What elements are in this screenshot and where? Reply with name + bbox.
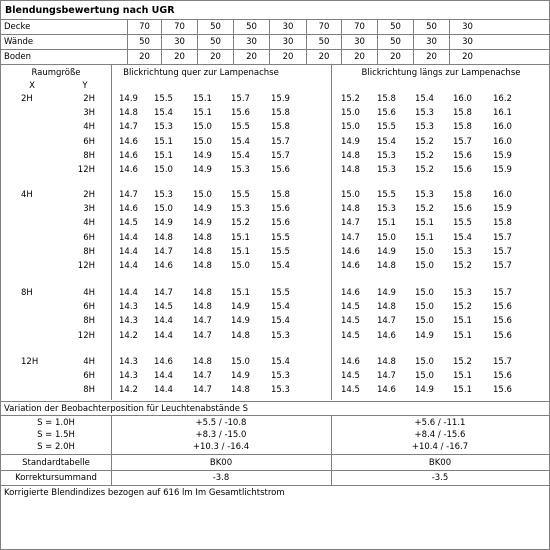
reflectance-value: 20 <box>449 50 485 64</box>
ugr-value-along: 14.6 <box>341 261 360 271</box>
room-y-value: 6H <box>83 232 95 243</box>
ugr-value-across: 15.1 <box>154 150 173 161</box>
ugr-value-along: 15.3 <box>415 108 434 119</box>
variation-across: +5.5 / -10.8 <box>195 418 247 428</box>
ugr-value-across: 14.3 <box>119 302 138 313</box>
ugr-value-along: 15.2 <box>341 94 360 104</box>
correction-along: -3.5 <box>431 473 449 483</box>
divider <box>111 415 112 485</box>
room-y-value: 12H <box>77 330 95 341</box>
ugr-value-across: 14.9 <box>231 302 250 313</box>
ugr-value-along: 14.6 <box>377 385 396 396</box>
ugr-value-along: 15.0 <box>415 288 434 298</box>
ugr-value-along: 15.3 <box>377 204 396 215</box>
ugr-value-along: 15.7 <box>493 288 512 298</box>
ugr-value-along: 15.6 <box>493 330 512 341</box>
ugr-value-along: 16.0 <box>493 122 512 133</box>
ugr-value-along: 15.2 <box>453 357 472 367</box>
ugr-value-across: 15.4 <box>231 150 250 161</box>
reflectance-value: 50 <box>377 35 413 49</box>
ugr-value-across: 15.0 <box>193 136 212 147</box>
reflectance-value: 30 <box>233 35 269 49</box>
ugr-value-across: 14.2 <box>119 385 138 396</box>
ugr-value-along: 15.3 <box>415 190 434 200</box>
ugr-value-across: 14.9 <box>154 218 173 229</box>
ugr-value-along: 15.7 <box>493 261 512 271</box>
room-y-value: 2H <box>83 94 95 104</box>
ugr-value-across: 15.5 <box>231 190 250 200</box>
ugr-value-along: 15.6 <box>493 371 512 382</box>
ugr-value-along: 15.1 <box>377 218 396 229</box>
ugr-value-across: 15.3 <box>231 204 250 215</box>
reflectance-value: 30 <box>161 35 197 49</box>
ugr-value-across: 15.6 <box>271 165 290 175</box>
ugr-value-across: 15.3 <box>271 385 290 396</box>
divider <box>331 415 332 485</box>
ugr-value-along: 14.9 <box>377 246 396 257</box>
ugr-value-across: 14.2 <box>119 330 138 341</box>
reflectance-value: 50 <box>197 20 233 34</box>
ugr-value-along: 15.4 <box>377 136 396 147</box>
ugr-value-along: 14.7 <box>341 218 360 229</box>
ugr-value-along: 15.6 <box>453 165 472 175</box>
ugr-value-across: 14.7 <box>193 371 212 382</box>
reflectance-value: 50 <box>306 35 341 49</box>
ugr-value-along: 14.9 <box>341 136 360 147</box>
ugr-value-across: 14.4 <box>119 288 138 298</box>
ugr-value-along: 14.6 <box>341 246 360 257</box>
ugr-value-across: 15.4 <box>271 261 290 271</box>
room-y-value: 6H <box>83 371 95 382</box>
reflectance-value: 20 <box>233 50 269 64</box>
ugr-value-along: 14.5 <box>341 371 360 382</box>
ugr-value-along: 14.8 <box>341 165 360 175</box>
variation-along: +5.6 / -11.1 <box>414 418 466 428</box>
variation-across: +8.3 / -15.0 <box>195 430 247 440</box>
ugr-value-across: 15.5 <box>231 122 250 133</box>
correction-across: -3.8 <box>212 473 230 483</box>
divider <box>1 415 549 416</box>
room-x-value: 12H <box>21 357 39 367</box>
ugr-value-across: 14.8 <box>193 246 212 257</box>
ugr-value-along: 15.6 <box>377 108 396 119</box>
reflectance-value: 20 <box>197 50 233 64</box>
ugr-value-along: 15.3 <box>453 246 472 257</box>
reflectance-value: 20 <box>269 50 306 64</box>
ugr-value-along: 14.6 <box>341 288 360 298</box>
ugr-value-along: 14.7 <box>341 232 360 243</box>
ugr-value-across: 14.4 <box>154 385 173 396</box>
ugr-value-along: 15.7 <box>493 246 512 257</box>
ugr-value-along: 15.0 <box>341 108 360 119</box>
room-y-label: Y <box>82 81 88 91</box>
correction-label: Korrektursummand <box>15 473 97 483</box>
ugr-value-along: 15.8 <box>453 190 472 200</box>
ugr-value-along: 15.0 <box>415 316 434 327</box>
ugr-value-along: 15.4 <box>415 94 434 104</box>
ugr-value-along: 14.5 <box>341 316 360 327</box>
room-size-label: Raumgröße <box>31 68 81 78</box>
ugr-value-across: 14.8 <box>193 357 212 367</box>
room-y-value: 4H <box>83 357 95 367</box>
ugr-value-across: 15.0 <box>231 357 250 367</box>
standard-table-along: BK00 <box>428 458 452 468</box>
variation-along: +10.4 / -16.7 <box>411 442 469 452</box>
ugr-value-across: 14.6 <box>119 150 138 161</box>
reflectance-value: 50 <box>197 35 233 49</box>
ugr-value-along: 15.6 <box>453 150 472 161</box>
ugr-value-along: 15.6 <box>493 385 512 396</box>
ugr-value-across: 15.3 <box>154 122 173 133</box>
room-x-value: 2H <box>21 94 33 104</box>
ugr-value-across: 15.7 <box>271 150 290 161</box>
ugr-value-across: 14.9 <box>231 316 250 327</box>
ugr-value-across: 15.1 <box>231 232 250 243</box>
ugr-value-across: 15.4 <box>271 302 290 313</box>
ugr-value-along: 16.2 <box>493 94 512 104</box>
ugr-value-along: 15.2 <box>453 302 472 313</box>
reflectance-value: 20 <box>413 50 449 64</box>
ugr-value-along: 15.8 <box>493 218 512 229</box>
reflectance-value: 50 <box>377 20 413 34</box>
ugr-value-along: 15.0 <box>415 371 434 382</box>
room-x-label: X <box>29 81 35 91</box>
ugr-value-across: 14.9 <box>193 165 212 175</box>
table-title: Blendungsbewertung nach UGR <box>1 1 549 20</box>
ugr-value-across: 14.6 <box>154 261 173 271</box>
ugr-value-along: 15.6 <box>493 302 512 313</box>
ugr-value-across: 14.7 <box>193 330 212 341</box>
ugr-value-across: 15.1 <box>154 136 173 147</box>
ugr-value-across: 15.0 <box>193 122 212 133</box>
divider <box>111 65 112 400</box>
reflectance-row <box>1 35 549 50</box>
reflectance-value: 30 <box>341 35 377 49</box>
ugr-value-along: 14.5 <box>341 385 360 396</box>
reflectance-value: 50 <box>233 20 269 34</box>
ugr-value-across: 14.9 <box>193 204 212 215</box>
room-y-value: 4H <box>83 218 95 229</box>
standard-table-label: Standardtabelle <box>22 458 90 468</box>
footnote: Korrigierte Blendindizes bezogen auf 616 lm Im Gesamtlichtstrom <box>4 488 285 498</box>
ugr-value-across: 15.5 <box>271 246 290 257</box>
ugr-value-across: 15.8 <box>271 108 290 119</box>
ugr-value-across: 14.7 <box>193 316 212 327</box>
ugr-value-across: 14.5 <box>154 302 173 313</box>
standard-table-across: BK00 <box>209 458 233 468</box>
ugr-value-along: 14.7 <box>377 371 396 382</box>
ugr-value-along: 15.4 <box>453 232 472 243</box>
ugr-value-along: 15.2 <box>415 150 434 161</box>
ugr-value-across: 15.4 <box>231 136 250 147</box>
ugr-value-along: 14.8 <box>377 357 396 367</box>
ugr-value-across: 14.4 <box>119 261 138 271</box>
ugr-value-across: 14.4 <box>119 246 138 257</box>
divider <box>1 470 549 471</box>
ugr-value-along: 15.9 <box>493 150 512 161</box>
ugr-value-across: 15.0 <box>193 190 212 200</box>
ugr-value-along: 14.8 <box>341 150 360 161</box>
reflectance-label: Wände <box>4 37 34 47</box>
divider <box>331 65 332 400</box>
ugr-value-along: 15.1 <box>453 385 472 396</box>
spacing-label: S = 1.5H <box>37 430 75 440</box>
ugr-value-across: 14.9 <box>231 371 250 382</box>
room-y-value: 3H <box>83 204 95 215</box>
ugr-value-across: 14.6 <box>119 136 138 147</box>
ugr-value-across: 15.0 <box>231 261 250 271</box>
ugr-value-along: 15.5 <box>377 190 396 200</box>
ugr-value-across: 15.0 <box>154 204 173 215</box>
ugr-value-across: 14.8 <box>154 232 173 243</box>
ugr-value-along: 15.3 <box>377 165 396 175</box>
reflectance-value: 70 <box>161 20 197 34</box>
ugr-value-along: 15.1 <box>415 218 434 229</box>
room-y-value: 8H <box>83 316 95 327</box>
ugr-value-across: 15.4 <box>271 316 290 327</box>
ugr-value-along: 15.0 <box>415 246 434 257</box>
ugr-value-across: 15.6 <box>271 204 290 215</box>
ugr-value-across: 14.3 <box>119 316 138 327</box>
ugr-value-across: 14.9 <box>193 218 212 229</box>
ugr-value-across: 14.6 <box>119 165 138 175</box>
ugr-value-across: 15.3 <box>154 190 173 200</box>
ugr-value-along: 15.2 <box>453 261 472 271</box>
ugr-value-along: 15.5 <box>453 218 472 229</box>
room-y-value: 8H <box>83 150 95 161</box>
ugr-value-across: 14.9 <box>193 150 212 161</box>
reflectance-value: 50 <box>127 35 161 49</box>
ugr-value-across: 14.8 <box>231 330 250 341</box>
room-y-value: 4H <box>83 288 95 298</box>
ugr-value-across: 15.0 <box>154 165 173 175</box>
reflectance-value: 30 <box>449 35 485 49</box>
ugr-value-across: 14.3 <box>119 357 138 367</box>
ugr-value-across: 15.1 <box>193 108 212 119</box>
ugr-value-across: 15.3 <box>271 330 290 341</box>
ugr-value-along: 14.8 <box>341 204 360 215</box>
ugr-value-across: 15.2 <box>231 218 250 229</box>
ugr-value-across: 15.4 <box>271 357 290 367</box>
ugr-value-across: 15.7 <box>231 94 250 104</box>
reflectance-label: Decke <box>4 22 31 32</box>
room-x-value: 8H <box>21 288 33 298</box>
ugr-value-along: 15.0 <box>341 190 360 200</box>
variation-across: +10.3 / -16.4 <box>192 442 250 452</box>
ugr-value-along: 14.5 <box>341 302 360 313</box>
room-y-value: 2H <box>83 190 95 200</box>
reflectance-value: 70 <box>127 20 161 34</box>
ugr-value-across: 15.7 <box>271 136 290 147</box>
ugr-value-across: 14.4 <box>154 330 173 341</box>
ugr-value-across: 15.1 <box>231 246 250 257</box>
reflectance-value: 20 <box>377 50 413 64</box>
room-y-value: 12H <box>77 261 95 271</box>
ugr-value-along: 16.0 <box>493 136 512 147</box>
ugr-value-along: 15.8 <box>377 94 396 104</box>
ugr-value-along: 15.7 <box>493 232 512 243</box>
ugr-value-across: 15.3 <box>231 165 250 175</box>
ugr-value-along: 15.1 <box>453 371 472 382</box>
reflectance-value: 30 <box>269 35 306 49</box>
ugr-value-across: 15.1 <box>193 94 212 104</box>
ugr-value-across: 14.8 <box>193 232 212 243</box>
ugr-value-along: 14.6 <box>377 330 396 341</box>
ugr-value-along: 15.3 <box>453 288 472 298</box>
ugr-value-across: 15.3 <box>271 371 290 382</box>
ugr-value-along: 15.0 <box>341 122 360 133</box>
ugr-value-across: 14.8 <box>193 288 212 298</box>
ugr-value-along: 14.9 <box>415 330 434 341</box>
view-along-heading: Blickrichtung längs zur Lampenachse <box>361 68 521 78</box>
spacing-label: S = 1.0H <box>37 418 75 428</box>
reflectance-value: 30 <box>413 35 449 49</box>
ugr-value-along: 14.7 <box>377 316 396 327</box>
ugr-value-across: 14.3 <box>119 371 138 382</box>
ugr-value-along: 15.9 <box>493 165 512 175</box>
ugr-value-along: 16.0 <box>493 190 512 200</box>
variation-along: +8.4 / -15.6 <box>414 430 466 440</box>
reflectance-label: Boden <box>4 52 32 62</box>
room-y-value: 6H <box>83 302 95 313</box>
reflectance-value: 20 <box>341 50 377 64</box>
ugr-value-along: 15.0 <box>415 261 434 271</box>
ugr-value-along: 15.2 <box>415 136 434 147</box>
ugr-value-along: 15.1 <box>453 330 472 341</box>
reflectance-value: 30 <box>269 20 306 34</box>
ugr-value-along: 14.8 <box>377 261 396 271</box>
ugr-value-across: 14.8 <box>231 385 250 396</box>
room-y-value: 6H <box>83 136 95 147</box>
ugr-value-across: 14.6 <box>154 357 173 367</box>
ugr-value-across: 14.7 <box>119 122 138 133</box>
ugr-value-along: 15.2 <box>415 165 434 175</box>
ugr-value-across: 15.5 <box>154 94 173 104</box>
ugr-value-across: 15.6 <box>231 108 250 119</box>
ugr-value-across: 14.7 <box>154 288 173 298</box>
ugr-value-along: 15.6 <box>493 316 512 327</box>
ugr-value-across: 15.8 <box>271 122 290 133</box>
ugr-value-across: 14.8 <box>193 261 212 271</box>
reflectance-value: 20 <box>161 50 197 64</box>
room-y-value: 4H <box>83 122 95 133</box>
ugr-value-across: 14.4 <box>154 371 173 382</box>
ugr-value-across: 14.6 <box>119 204 138 215</box>
ugr-value-along: 15.0 <box>415 357 434 367</box>
variation-title: Variation der Beobachterposition für Leuchtenabstände S <box>4 404 249 414</box>
ugr-value-along: 15.8 <box>453 122 472 133</box>
ugr-value-across: 14.5 <box>119 218 138 229</box>
room-y-value: 3H <box>83 108 95 119</box>
reflectance-value: 70 <box>306 20 341 34</box>
ugr-value-across: 15.8 <box>271 190 290 200</box>
reflectance-value: 70 <box>341 20 377 34</box>
ugr-value-along: 15.3 <box>415 122 434 133</box>
ugr-value-across: 15.5 <box>271 232 290 243</box>
reflectance-row <box>1 50 549 65</box>
ugr-value-across: 14.8 <box>193 302 212 313</box>
ugr-value-along: 16.1 <box>493 108 512 119</box>
ugr-value-along: 15.1 <box>453 316 472 327</box>
room-x-value: 4H <box>21 190 33 200</box>
ugr-value-along: 15.9 <box>493 204 512 215</box>
ugr-value-across: 14.4 <box>154 316 173 327</box>
ugr-value-along: 15.3 <box>377 150 396 161</box>
reflectance-value: 20 <box>127 50 161 64</box>
ugr-value-along: 15.8 <box>453 108 472 119</box>
ugr-value-along: 14.8 <box>377 302 396 313</box>
reflectance-value: 30 <box>449 20 485 34</box>
room-y-value: 12H <box>77 165 95 175</box>
ugr-value-across: 15.6 <box>271 218 290 229</box>
ugr-value-across: 14.9 <box>119 94 138 104</box>
ugr-value-along: 14.6 <box>341 357 360 367</box>
ugr-value-across: 15.4 <box>154 108 173 119</box>
ugr-value-across: 15.9 <box>271 94 290 104</box>
ugr-value-across: 14.7 <box>154 246 173 257</box>
reflectance-value: 20 <box>306 50 341 64</box>
divider <box>1 454 549 455</box>
ugr-value-along: 15.0 <box>377 232 396 243</box>
room-y-value: 8H <box>83 246 95 257</box>
ugr-value-along: 15.1 <box>415 232 434 243</box>
spacing-label: S = 2.0H <box>37 442 75 452</box>
reflectance-value: 50 <box>413 20 449 34</box>
ugr-value-across: 14.7 <box>193 385 212 396</box>
view-across-heading: Blickrichtung quer zur Lampenachse <box>123 68 279 78</box>
ugr-value-along: 15.0 <box>415 302 434 313</box>
ugr-value-along: 15.2 <box>415 204 434 215</box>
ugr-value-along: 15.6 <box>453 204 472 215</box>
ugr-value-along: 14.5 <box>341 330 360 341</box>
ugr-value-along: 14.9 <box>415 385 434 396</box>
ugr-value-along: 16.0 <box>453 94 472 104</box>
ugr-value-across: 15.1 <box>231 288 250 298</box>
ugr-value-across: 14.4 <box>119 232 138 243</box>
divider <box>1 401 549 402</box>
ugr-value-along: 15.5 <box>377 122 396 133</box>
ugr-value-along: 15.7 <box>453 136 472 147</box>
ugr-value-across: 14.8 <box>119 108 138 119</box>
room-y-value: 8H <box>83 385 95 396</box>
divider <box>1 485 549 486</box>
reflectance-row <box>1 20 549 35</box>
ugr-value-across: 14.7 <box>119 190 138 200</box>
ugr-value-across: 15.5 <box>271 288 290 298</box>
ugr-value-along: 15.7 <box>493 357 512 367</box>
ugr-value-along: 14.9 <box>377 288 396 298</box>
